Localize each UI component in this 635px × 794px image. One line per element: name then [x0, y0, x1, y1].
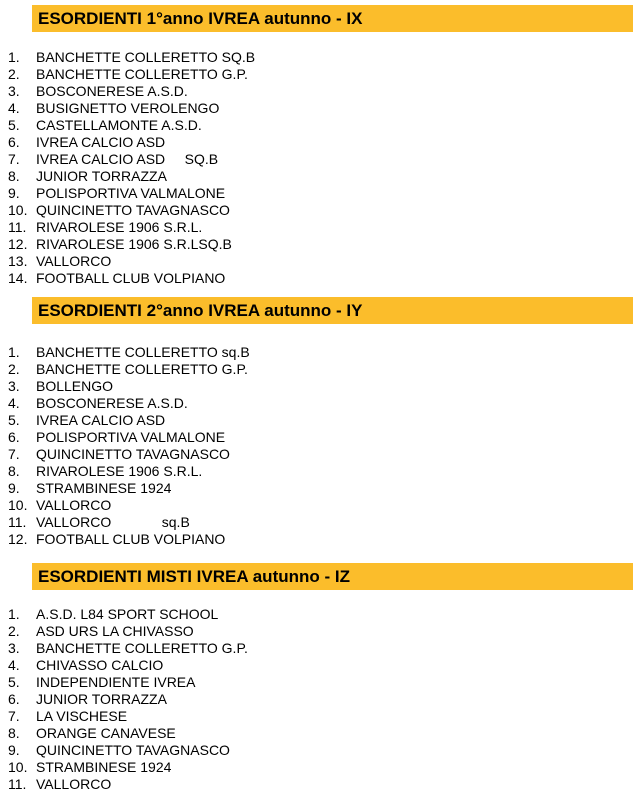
team-name: LA VISCHESE	[36, 708, 128, 724]
item-number: 5.	[8, 117, 20, 133]
team-name: A.S.D. L84 SPORT SCHOOL	[36, 606, 219, 622]
item-number: 7.	[8, 708, 20, 724]
team-name: IVREA CALCIO ASD	[36, 134, 166, 150]
team-name: BANCHETTE COLLERETTO sq.B	[36, 344, 250, 360]
team-name: BOSCONERESE A.S.D.	[36, 395, 188, 411]
item-number: 2.	[8, 361, 20, 377]
team-name: BANCHETTE COLLERETTO G.P.	[36, 66, 248, 82]
team-name: BOLLENGO	[36, 378, 114, 394]
item-number: 5.	[8, 674, 20, 690]
team-name: IVREA CALCIO ASD SQ.B	[36, 151, 219, 167]
item-number: 4.	[8, 395, 20, 411]
item-number: 8.	[8, 725, 20, 741]
team-name: POLISPORTIVA VALMALONE	[36, 429, 226, 445]
team-name: CHIVASSO CALCIO	[36, 657, 164, 673]
team-name: POLISPORTIVA VALMALONE	[36, 185, 226, 201]
item-number: 6.	[8, 134, 20, 150]
team-name: ORANGE CANAVESE	[36, 725, 176, 741]
item-number: 7.	[8, 151, 20, 167]
item-number: 13.	[8, 253, 28, 269]
team-name: INDEPENDIENTE IVREA	[36, 674, 196, 690]
team-name: VALLORCO	[36, 253, 112, 269]
item-number: 5.	[8, 412, 20, 428]
item-number: 12.	[8, 531, 28, 547]
team-name: RIVAROLESE 1906 S.R.L.	[36, 463, 203, 479]
item-number: 9.	[8, 185, 20, 201]
team-name: FOOTBALL CLUB VOLPIANO	[36, 270, 226, 286]
team-name: ASD URS LA CHIVASSO	[36, 623, 194, 639]
item-number: 14.	[8, 270, 28, 286]
item-number: 10.	[8, 497, 28, 513]
team-name: QUINCINETTO TAVAGNASCO	[36, 742, 230, 758]
item-number: 6.	[8, 691, 20, 707]
team-name: QUINCINETTO TAVAGNASCO	[36, 202, 230, 218]
item-number: 8.	[8, 168, 20, 184]
item-number: 4.	[8, 657, 20, 673]
team-name: BANCHETTE COLLERETTO G.P.	[36, 361, 248, 377]
item-number: 1.	[8, 49, 20, 65]
item-number: 12.	[8, 236, 28, 252]
team-name: RIVAROLESE 1906 S.R.L.	[36, 219, 203, 235]
item-number: 2.	[8, 623, 20, 639]
team-name: CASTELLAMONTE A.S.D.	[36, 117, 202, 133]
item-number: 3.	[8, 640, 20, 656]
section-title: ESORDIENTI 1°anno IVREA autunno - IX	[32, 5, 633, 32]
item-number: 10.	[8, 759, 28, 775]
team-name: VALLORCO	[36, 776, 112, 792]
team-name: RIVAROLESE 1906 S.R.LSQ.B	[36, 236, 232, 252]
team-name: JUNIOR TORRAZZA	[36, 168, 167, 184]
item-number: 1.	[8, 606, 20, 622]
item-number: 7.	[8, 446, 20, 462]
item-number: 3.	[8, 378, 20, 394]
team-name: VALLORCO	[36, 497, 112, 513]
item-number: 10.	[8, 202, 28, 218]
item-number: 11.	[8, 219, 27, 235]
section-title: ESORDIENTI MISTI IVREA autunno - IZ	[32, 563, 633, 590]
item-number: 8.	[8, 463, 20, 479]
item-number: 11.	[8, 776, 27, 792]
team-name: BANCHETTE COLLERETTO G.P.	[36, 640, 248, 656]
item-number: 1.	[8, 344, 20, 360]
team-name: IVREA CALCIO ASD	[36, 412, 166, 428]
team-name: STRAMBINESE 1924	[36, 480, 172, 496]
item-number: 11.	[8, 514, 27, 530]
item-number: 9.	[8, 742, 20, 758]
team-name: JUNIOR TORRAZZA	[36, 691, 167, 707]
team-name: BOSCONERESE A.S.D.	[36, 83, 188, 99]
item-number: 4.	[8, 100, 20, 116]
team-name: VALLORCO sq.B	[36, 514, 190, 530]
section-title: ESORDIENTI 2°anno IVREA autunno - IY	[32, 297, 633, 324]
item-number: 6.	[8, 429, 20, 445]
item-number: 3.	[8, 83, 20, 99]
team-name: QUINCINETTO TAVAGNASCO	[36, 446, 230, 462]
team-name: BUSIGNETTO VEROLENGO	[36, 100, 220, 116]
team-name: STRAMBINESE 1924	[36, 759, 172, 775]
team-name: FOOTBALL CLUB VOLPIANO	[36, 531, 226, 547]
team-name: BANCHETTE COLLERETTO SQ.B	[36, 49, 256, 65]
item-number: 9.	[8, 480, 20, 496]
item-number: 2.	[8, 66, 20, 82]
